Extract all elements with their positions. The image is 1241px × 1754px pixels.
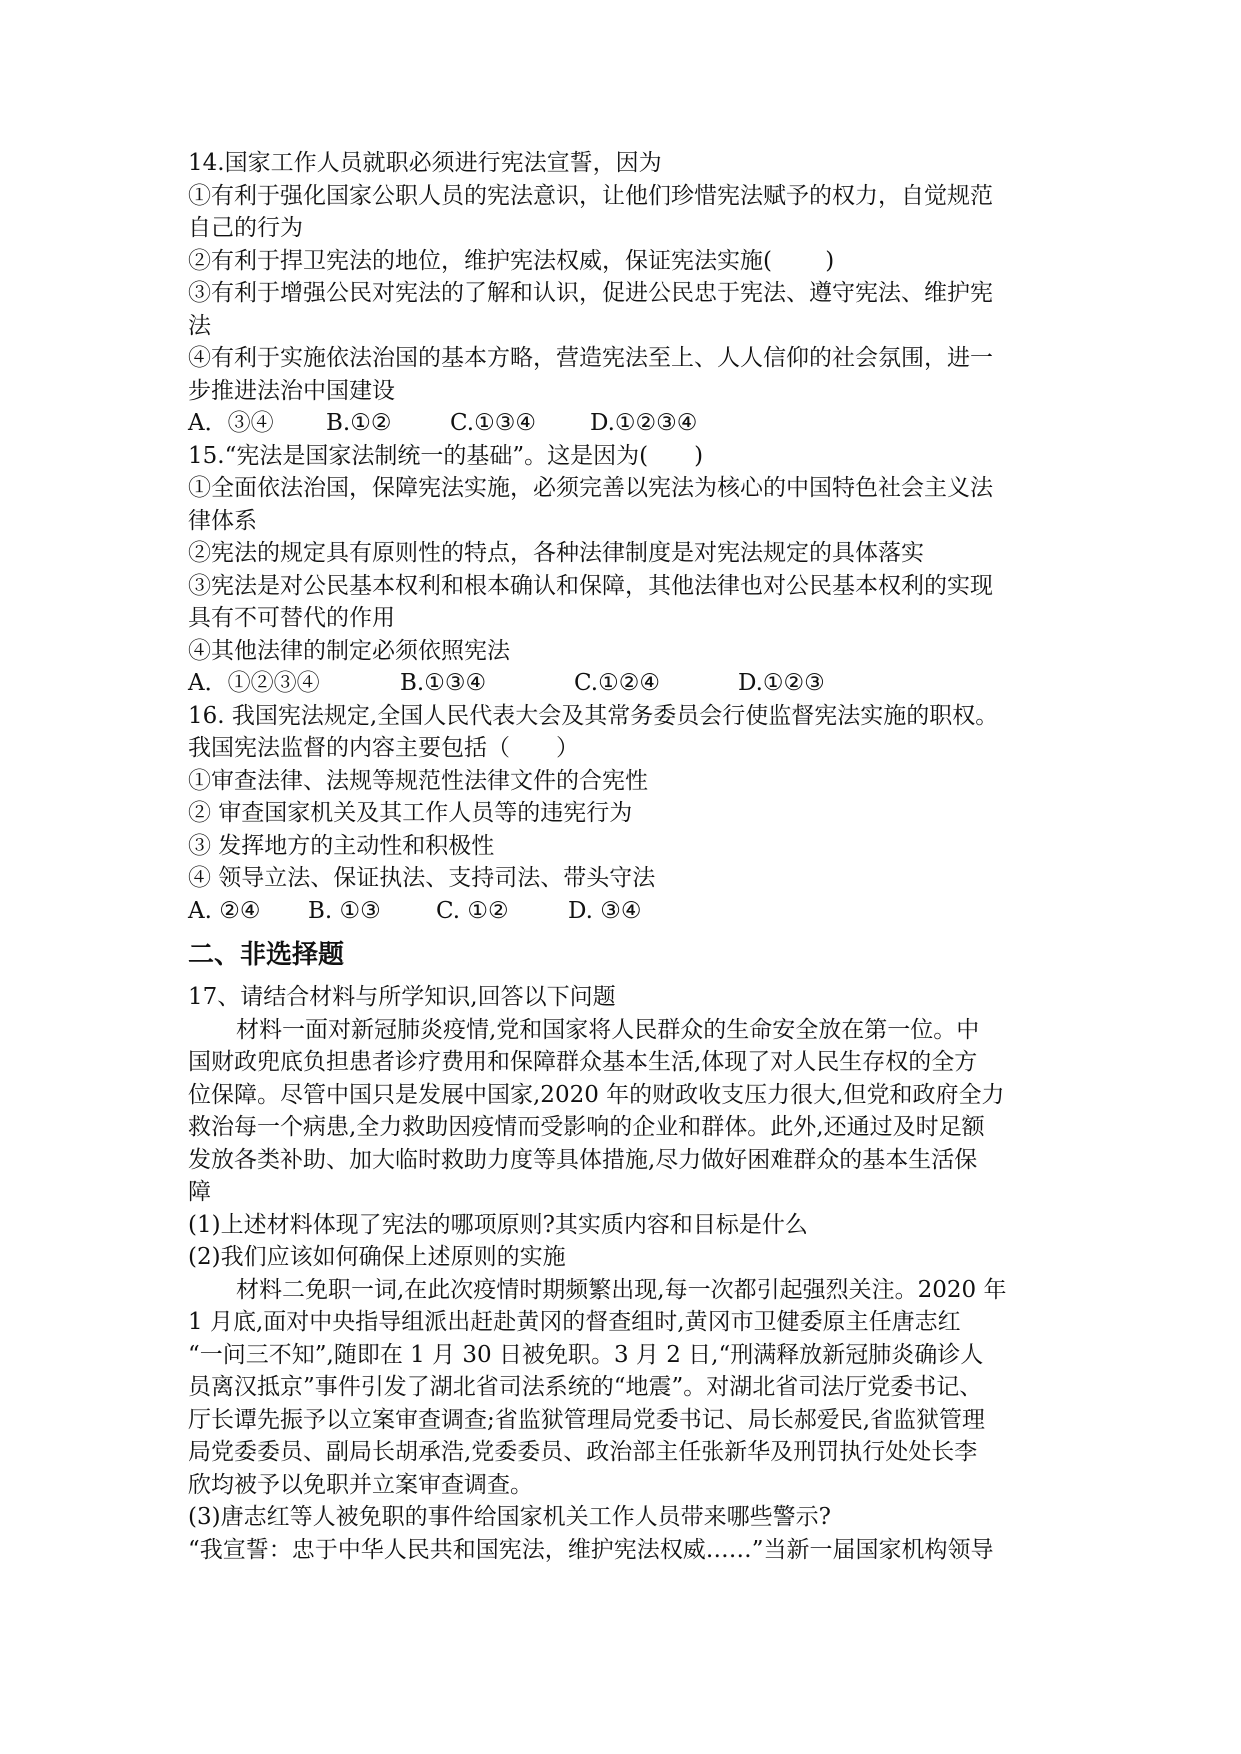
material-line: “一问三不知”,随即在 1 月 30 日被免职。3 月 2 日,“刑满释放新冠肺炎确诊人 — [188, 1341, 984, 1368]
q16-statement-4: ④ 领导立法、保证执法、支持司法、带头守法 — [188, 865, 656, 891]
material-line: 发放各类补助、加大临时救助力度等具体措施,尽力做好困难群众的基本生活保 — [188, 1146, 978, 1173]
q16-option-b: B. ①③ — [308, 897, 381, 924]
q16-statement-3: ③ 发挥地方的主动性和积极性 — [188, 832, 495, 859]
q14-statement-3: ③有利于增强公民对宪法的了解和认识，促进公民忠于宪法、遵守宪法、维护宪 — [188, 280, 993, 306]
question-16 — [188, 700, 1088, 928]
q15-statement-1-cont: 律体系 — [188, 507, 257, 534]
material-line: 欣均被予以免职并立案审查调查。 — [188, 1471, 533, 1498]
q17-part-2: (2)我们应该如何确保上述原则的实施 — [188, 1244, 566, 1270]
material-line: 员离汉抵京”事件引发了湖北省司法系统的“地震”。对湖北省司法厅党委书记、 — [188, 1374, 983, 1400]
q14-option-d: D.①②③④ — [590, 410, 698, 436]
q16-stem-cont: 我国宪法监督的内容主要包括（ ） — [188, 735, 579, 761]
q17-material-2 — [188, 1274, 1088, 1502]
question-15 — [188, 440, 1088, 700]
material-line: 局党委委员、副局长胡承浩,党委委员、政治部主任张新华及刑罚执行处处长李 — [188, 1439, 978, 1465]
q14-statement-3-cont: 法 — [188, 312, 211, 339]
q15-statement-2: ②宪法的规定具有原则性的特点，各种法律制度是对宪法规定的具体落实 — [188, 540, 924, 566]
q14-statement-4-cont: 步推进法治中国建设 — [188, 377, 395, 404]
q17-part-3: (3)唐志红等人被免职的事件给国家机关工作人员带来哪些警示? — [188, 1504, 831, 1530]
material-line: 国财政兜底负担患者诊疗费用和保障群众基本生活,体现了对人民生存权的全方 — [188, 1049, 978, 1075]
q15-option-d: D.①②③ — [738, 670, 825, 696]
q14-option-a: A．③④ — [188, 410, 274, 436]
q15-statement-1: ①全面依法治国，保障宪法实施，必须完善以宪法为核心的中国特色社会主义法 — [188, 475, 993, 501]
q17-stem: 17、请结合材料与所学知识,回答以下问题 — [188, 984, 616, 1010]
q14-statement-1-cont: 自己的行为 — [188, 215, 303, 241]
q15-stem: 15.“宪法是国家法制统一的基础”。这是因为( ) — [188, 442, 704, 469]
material-line: 材料一面对新冠肺炎疫情,党和国家将人民群众的生命安全放在第一位。中 — [236, 1016, 980, 1043]
q16-options — [188, 895, 1088, 928]
q14-statement-1: ①有利于强化国家公职人员的宪法意识，让他们珍惜宪法赋予的权力，自觉规范 — [188, 182, 993, 209]
q15-option-b: B.①③④ — [400, 670, 487, 696]
q15-option-c: C.①②④ — [574, 670, 660, 696]
q14-option-c: C.①③④ — [450, 410, 536, 436]
q14-statement-4: ④有利于实施依法治国的基本方略，营造宪法至上、人人信仰的社会氛围，进一 — [188, 345, 993, 371]
material-line: 厅长谭先振予以立案审查调查;省监狱管理局党委书记、局长郝爱民,省监狱管理 — [188, 1406, 986, 1433]
q17-part-1: (1)上述材料体现了宪法的哪项原则?其实质内容和目标是什么 — [188, 1211, 808, 1238]
q16-statement-1: ①审查法律、法规等规范性法律文件的合宪性 — [188, 767, 648, 794]
q15-option-a: A．①②③④ — [188, 670, 320, 696]
section-heading: 二、非选择题 — [188, 940, 345, 970]
exam-page — [188, 147, 1088, 1566]
q14-option-b: B.①② — [326, 410, 392, 436]
q15-statement-3-cont: 具有不可替代的作用 — [188, 605, 395, 631]
question-14 — [188, 147, 1088, 440]
q14-statement-2: ②有利于捍卫宪法的地位，维护宪法权威，保证宪法实施( ) — [188, 247, 835, 274]
material-line: 1 月底,面对中央指导组派出赶赴黄冈的督查组时,黄冈市卫健委原主任唐志红 — [188, 1309, 961, 1335]
q16-option-a: A. ②④ — [188, 897, 261, 924]
q15-statement-4: ④其他法律的制定必须依照宪法 — [188, 637, 510, 664]
q14-stem: 14.国家工作人员就职必须进行宪法宣誓，因为 — [188, 150, 662, 176]
material-line: 材料二免职一词,在此次疫情时期频繁出现,每一次都引起强烈关注。2020 年 — [236, 1276, 1007, 1303]
q16-option-c: C. ①② — [436, 897, 509, 924]
q17-material-3: “我宣誓：忠于中华人民共和国宪法，维护宪法权威……”当新一届国家机构领导 — [188, 1536, 994, 1563]
q15-options — [188, 667, 1088, 700]
material-line: 救治每一个病患,全力救助因疫情而受影响的企业和群体。此外,还通过及时足额 — [188, 1114, 985, 1140]
q14-options — [188, 407, 1088, 440]
q16-stem: 16. 我国宪法规定,全国人民代表大会及其常务委员会行使监督宪法实施的职权。 — [188, 702, 999, 729]
question-17 — [188, 981, 1088, 1566]
material-line: 位保障。尽管中国只是发展中国家,2020 年的财政收支压力很大,但党和政府全力 — [188, 1081, 1005, 1108]
q15-statement-3: ③宪法是对公民基本权利和根本确认和保障，其他法律也对公民基本权利的实现 — [188, 572, 993, 599]
q17-material-1 — [188, 1014, 1088, 1209]
material-line: 障 — [188, 1179, 211, 1205]
q16-option-d: D. ③④ — [568, 897, 642, 924]
q16-statement-2: ② 审查国家机关及其工作人员等的违宪行为 — [188, 800, 633, 826]
